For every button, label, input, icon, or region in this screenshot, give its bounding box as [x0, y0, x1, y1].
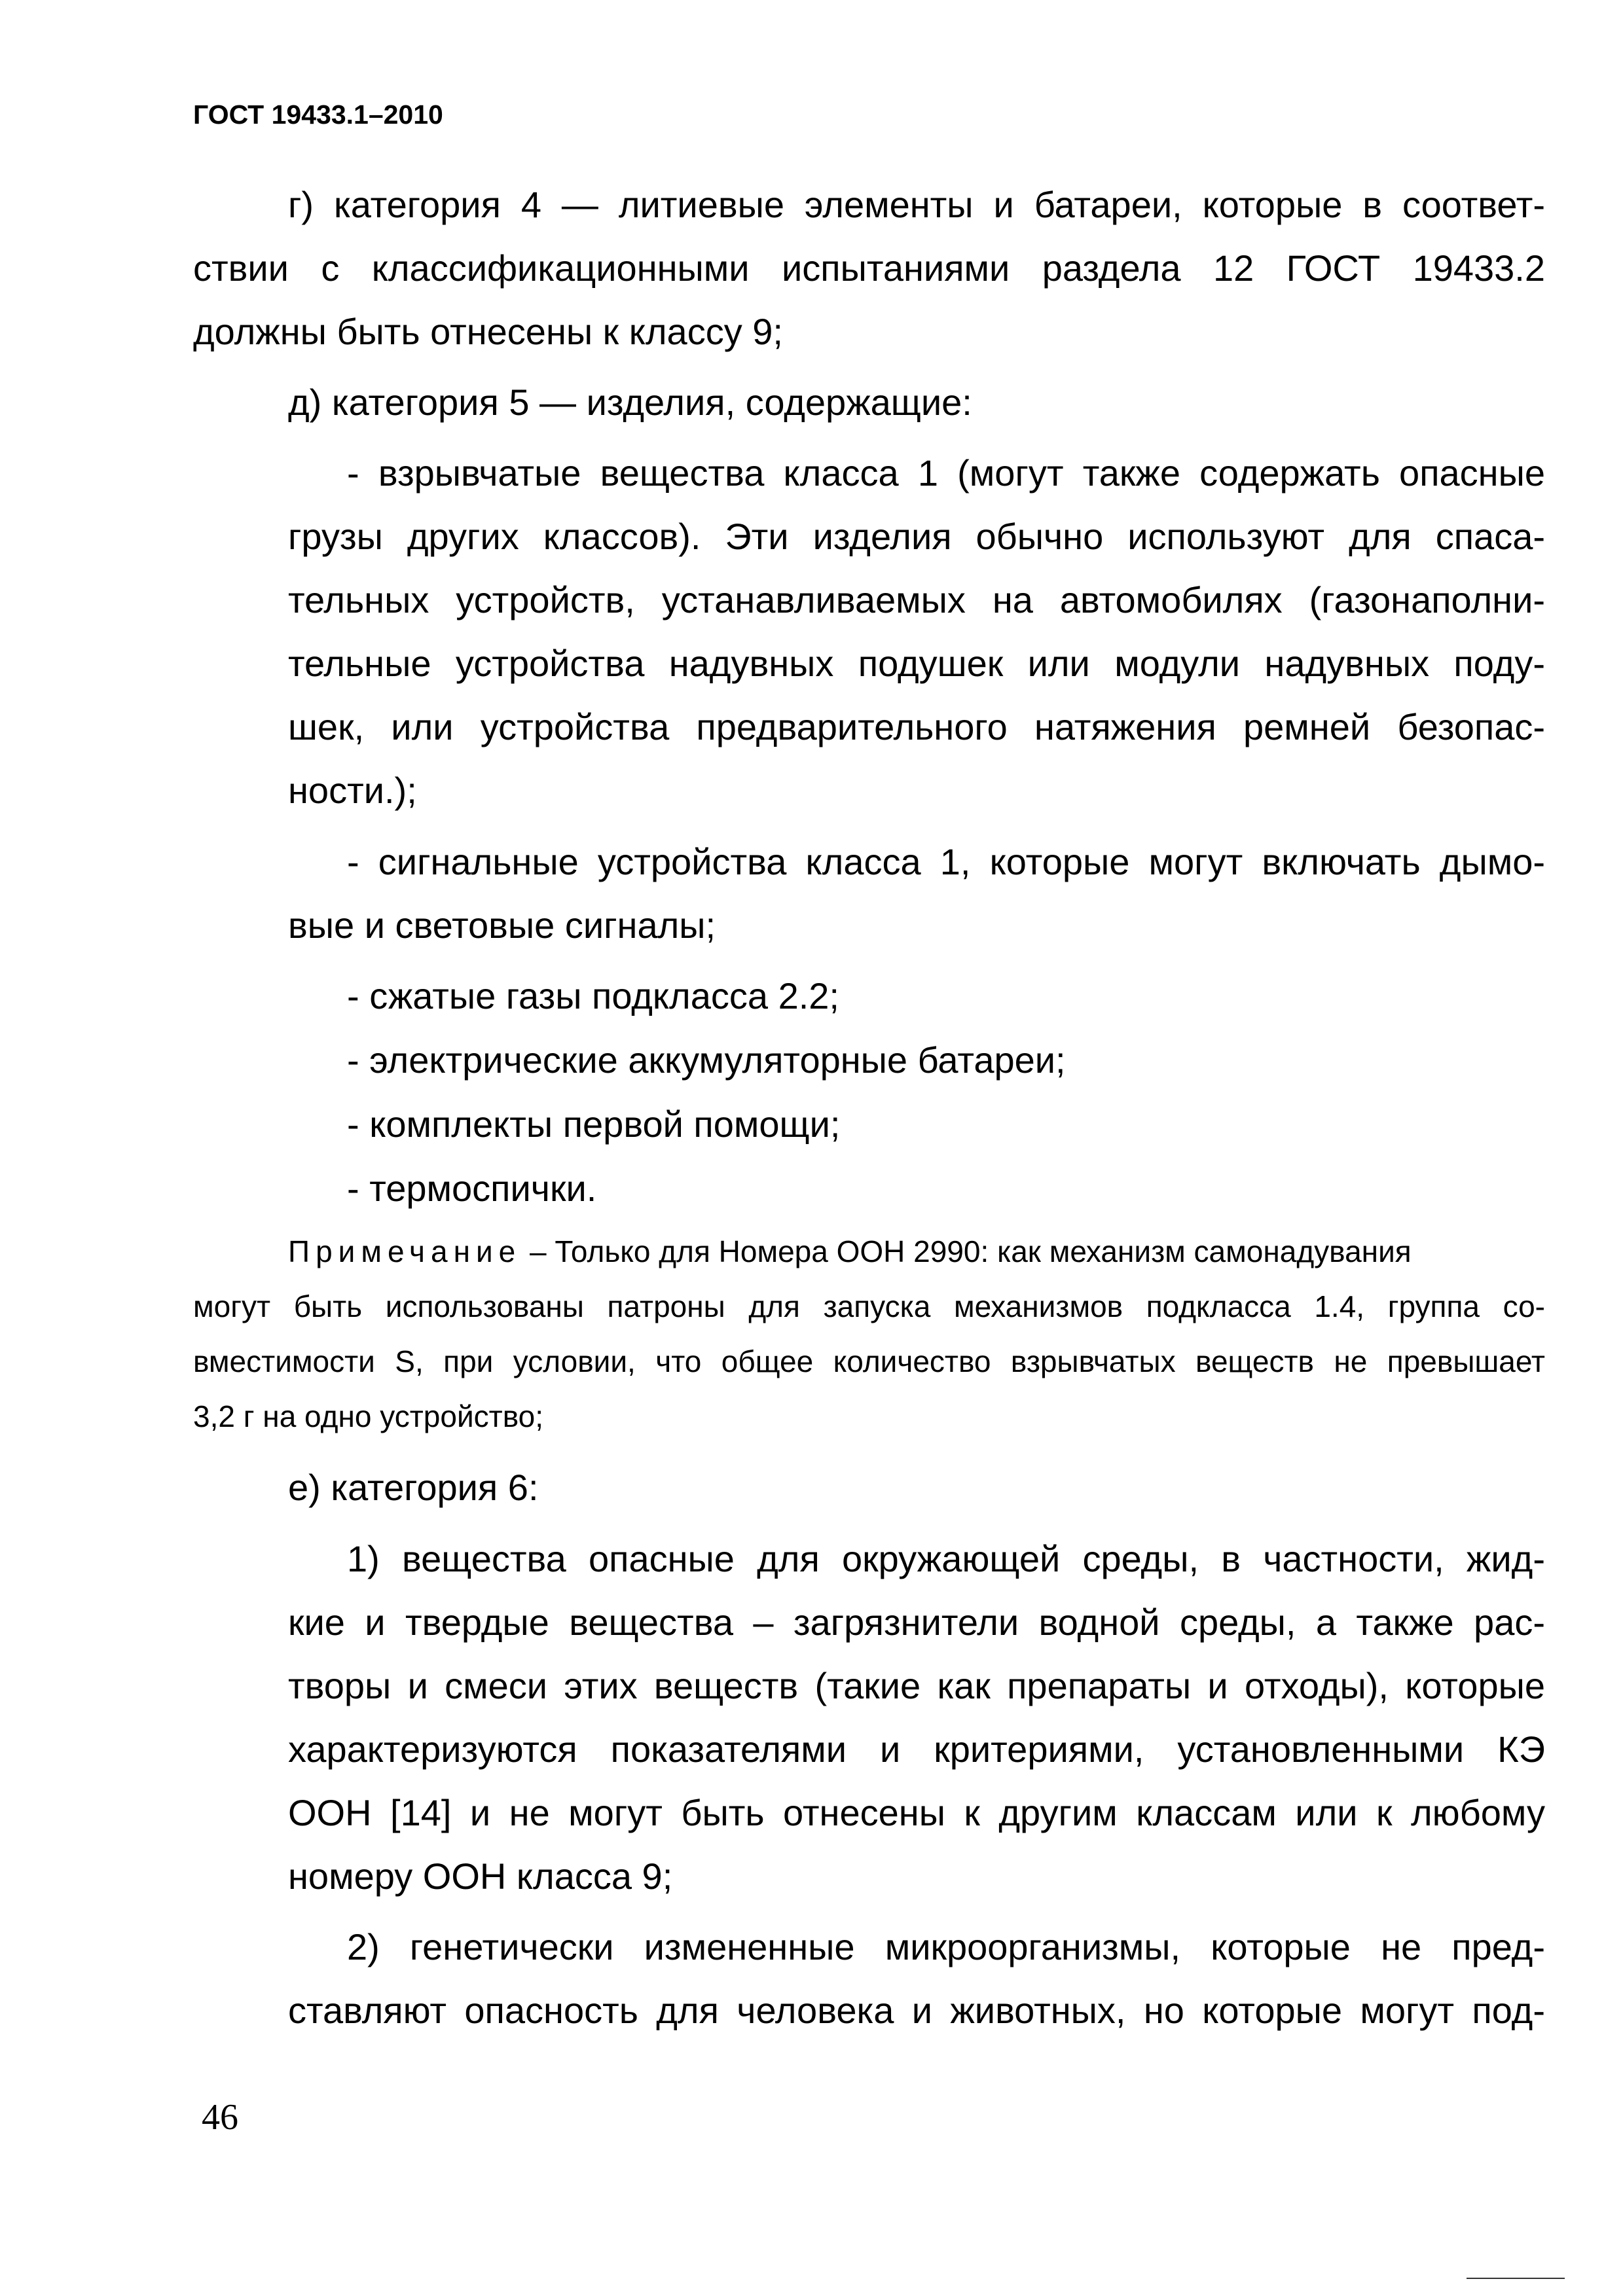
item-e-p1-line-6: номеру ООН класса 9;: [288, 1856, 673, 1897]
item-d-sub1-line-1: - взрывчатые вещества класса 1 (могут также содержать опасные: [347, 452, 1545, 493]
item-e-line-1: е) категория 6:: [288, 1467, 539, 1508]
note-line-2: могут быть использованы патроны для запуска механизмов подкласса 1.4, группа со-: [193, 1289, 1545, 1323]
item-e-p1-line-2: кие и твердые вещества – загрязнители водной среды, а также рас-: [288, 1602, 1545, 1643]
note-label: Примечание: [288, 1234, 522, 1268]
item-e-p1-line-4: характеризуются показателями и критериями, установленными КЭ: [288, 1729, 1545, 1770]
note-line-3: вместимости S, при условии, что общее количество взрывчатых веществ не превышает: [193, 1344, 1545, 1378]
note-line-4: 3,2 г на одно устройство;: [193, 1399, 543, 1433]
item-d-sub1-line-3: тельных устройств, устанавливаемых на автомобилях (газонаполни-: [288, 579, 1545, 620]
item-e-p2-line-1: 2) генетически измененные микроорганизмы, которые не пред-: [347, 1926, 1545, 1967]
item-g-line-1: г) категория 4 — литиевые элементы и батареи, которые в соответ-: [288, 184, 1545, 225]
item-e-p1-line-3: творы и смеси этих веществ (такие как препараты и отходы), которые: [288, 1665, 1545, 1706]
item-d-sub4: - электрические аккумуляторные батареи;: [347, 1039, 1066, 1081]
item-g-line-3: должны быть отнесены к классу 9;: [193, 311, 783, 352]
item-d-sub5: - комплекты первой помощи;: [347, 1103, 841, 1145]
item-d-sub1-line-5: шек, или устройства предварительного натяжения ремней безопас-: [288, 706, 1545, 747]
item-d-sub1-line-6: ности.);: [288, 770, 417, 811]
note-line-1-text: – Только для Номера ООН 2990: как механизм самонадувания: [521, 1234, 1412, 1268]
item-d-sub3: - сжатые газы подкласса 2.2;: [347, 975, 839, 1016]
item-d-line-1: д) категория 5 — изделия, содержащие:: [288, 382, 972, 423]
page-number: 46: [202, 2097, 238, 2138]
footer-rule: [1467, 2278, 1565, 2279]
item-d-sub2-line-2: вые и световые сигналы;: [288, 905, 716, 946]
doc-header: ГОСТ 19433.1–2010: [193, 99, 443, 130]
item-e-p1-line-5: ООН [14] и не могут быть отнесены к другим классам или к любому: [288, 1792, 1545, 1833]
item-g-line-2: ствии с классификационными испытаниями раздела 12 ГОСТ 19433.2: [193, 247, 1545, 289]
note-line-1: [288, 1232, 1412, 1271]
item-d-sub2-line-1: - сигнальные устройства класса 1, которые могут включать дымо-: [347, 841, 1545, 882]
item-d-sub1-line-2: грузы других классов). Эти изделия обычно используют для спаса-: [288, 516, 1545, 557]
item-e-p1-line-1: 1) вещества опасные для окружающей среды, в частности, жид-: [347, 1538, 1545, 1579]
item-d-sub6: - термоспички.: [347, 1168, 597, 1209]
item-d-sub1-line-4: тельные устройства надувных подушек или модули надувных поду-: [288, 643, 1545, 684]
item-e-p2-line-2: ставляют опасность для человека и животных, но которые могут под-: [288, 1990, 1545, 2031]
